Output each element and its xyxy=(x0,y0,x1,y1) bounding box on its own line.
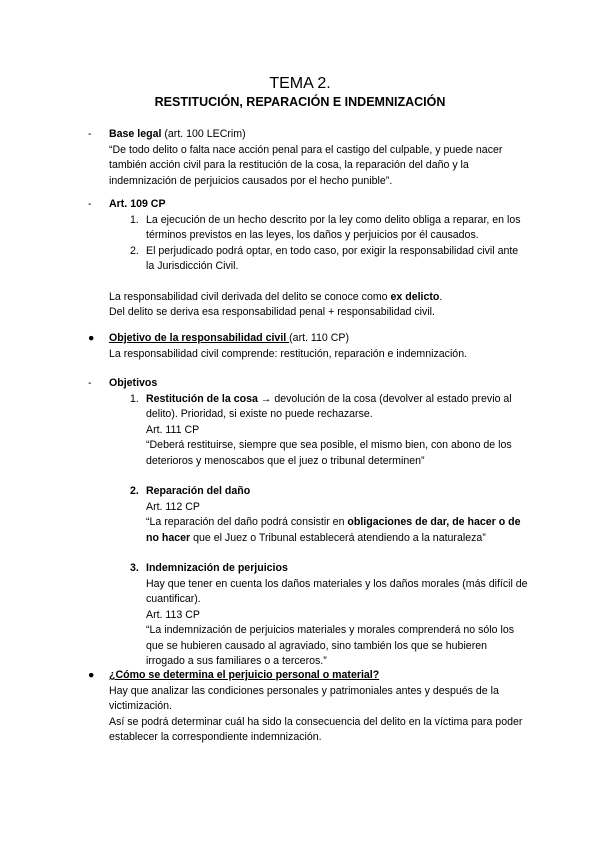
section-heading: Art. 109 CP xyxy=(109,198,166,210)
section-heading: Objetivo de la responsabilidad civil xyxy=(109,332,290,344)
list-item xyxy=(130,213,528,244)
paragraph: Así se podrá determinar cuál ha sido la consecuencia del delito en la víctima para poder establecer la correspondiente indemnización. xyxy=(109,715,523,743)
list-item-text: La ejecución de un hecho descrito por la ley como delito obliga a reparar, en los términos previstos en las leyes, los daños y perjuicios por él causados. xyxy=(146,213,521,241)
list-number: 2. xyxy=(130,485,139,497)
section-base-legal xyxy=(88,127,528,189)
list-number: 3. xyxy=(130,562,139,574)
section-objetivos xyxy=(88,376,528,670)
section-heading: Base legal xyxy=(109,128,162,140)
legal-quote: “La reparación del daño podrá consistir en obligaciones de dar, de hacer o de no hacer que el Juez o Tribunal establecerá atendiendo a la naturaleza” xyxy=(146,516,521,544)
dash-bullet: - xyxy=(88,198,92,210)
paragraph: Hay que tener en cuenta los daños materiales y los daños morales (más difícil de cuantificar). xyxy=(146,577,528,605)
paragraph: La responsabilidad civil derivada del delito se conoce como ex delicto. xyxy=(109,290,443,303)
numbered-list xyxy=(130,213,528,275)
list-number: 2. xyxy=(130,244,139,257)
list-item xyxy=(130,244,528,275)
article-ref: Art. 113 CP xyxy=(146,608,200,621)
section-objetivo xyxy=(88,331,528,362)
article-ref: Art. 112 CP xyxy=(146,500,200,513)
paragraph: Hay que analizar las condiciones personales y patrimoniales antes y después de la victimización. xyxy=(109,684,499,712)
section-heading: Objetivos xyxy=(109,377,158,389)
round-bullet: ● xyxy=(88,669,95,681)
legal-quote: “La indemnización de perjuicios materiales y morales comprenderá no sólo los que se hubieren causado al agraviado, sino también los que se hubieren irrogado a sus familiares o a terceros.” xyxy=(146,624,515,667)
paragraph: La responsabilidad civil comprende: restitución, reparación e indemnización. xyxy=(109,347,468,360)
numbered-list xyxy=(130,392,528,670)
list-number: 1. xyxy=(130,213,139,226)
section-perjuicio xyxy=(88,668,528,746)
paragraph: Del delito se deriva esa responsabilidad penal + responsabilidad civil. xyxy=(109,306,435,318)
section-art-109 xyxy=(88,197,528,321)
list-item xyxy=(130,484,528,546)
list-item-text: El perjudicado podrá optar, en todo caso, por exigir la responsabilidad civil ante la Jurisdicción Civil. xyxy=(146,244,519,272)
list-item xyxy=(130,561,528,670)
list-item: 1. Restitución de la cosa → devolución de la cosa (devolver al estado previo al delito). Prioridad, si existe no puede rechazarse. Art. 111 CP “Deberá restituirse, siempre que sea posible, el mismo bien, con abono de los deterioros y menoscabos que el juez o tribunal determinen” xyxy=(130,392,528,470)
section-reference: (art. 110 CP) xyxy=(289,332,350,344)
dash-bullet: - xyxy=(88,128,92,140)
legal-quote: “De todo delito o falta nace acción penal para el castigo del culpable, y puede nacer también acción civil para la restitución de la cosa, la reparación del daño y la indemnización de perjuicios causados por el hecho punible”. xyxy=(109,143,503,187)
page-subtitle: RESTITUCIÓN, REPARACIÓN E INDEMNIZACIÓN xyxy=(154,95,446,109)
page-title: TEMA 2. xyxy=(269,75,331,92)
article-ref: Art. 111 CP xyxy=(146,423,200,436)
dash-bullet: - xyxy=(88,377,92,389)
item-title: Reparación del daño xyxy=(146,485,251,497)
item-title: Restitución de la cosa xyxy=(146,392,258,405)
list-number: 1. xyxy=(130,392,139,405)
section-reference: (art. 100 LECrim) xyxy=(161,128,246,140)
section-heading: ¿Cómo se determina el perjuicio personal o material? xyxy=(109,669,380,681)
item-title: Indemnización de perjuicios xyxy=(146,562,288,574)
legal-quote: “Deberá restituirse, siempre que sea posible, el mismo bien, con abono de los deterioros y menoscabos que el juez o tribunal determinen” xyxy=(146,439,512,467)
round-bullet: ● xyxy=(88,332,95,344)
